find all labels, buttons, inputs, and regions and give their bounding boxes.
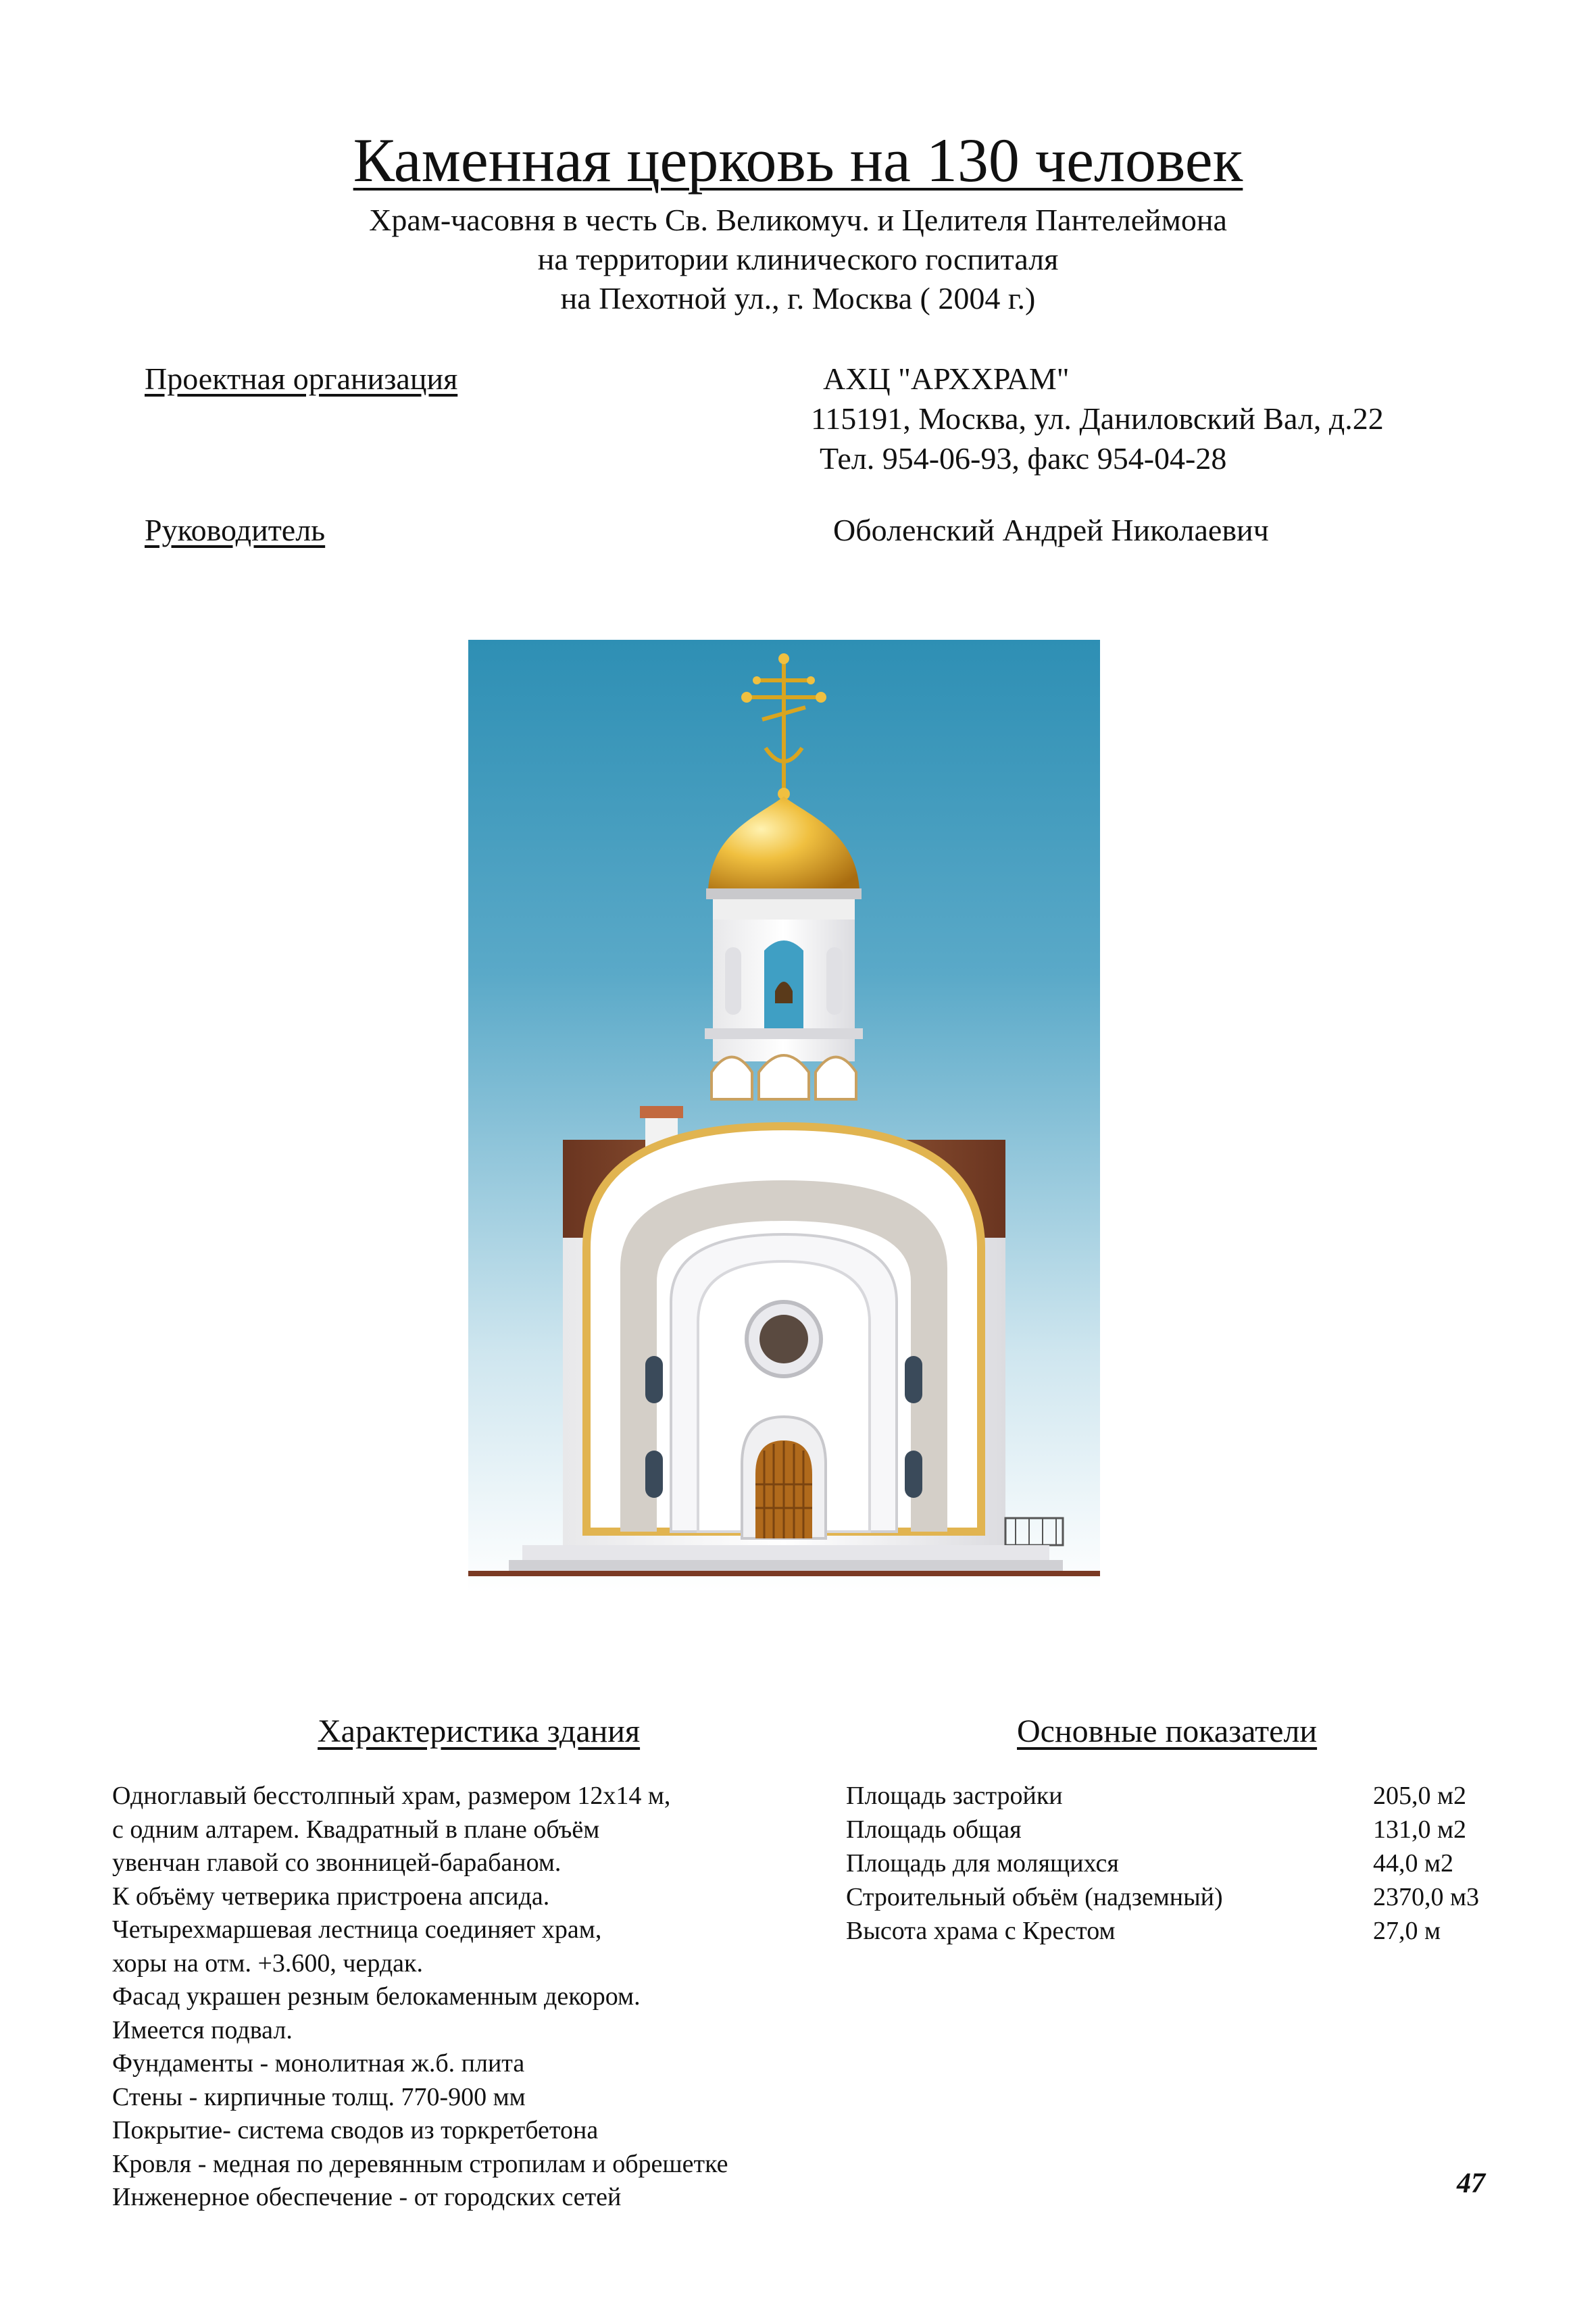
characteristics-line: увенчан главой со звонницей-барабаном.: [112, 1848, 562, 1877]
characteristics-line: Стены - кирпичные толщ. 770-900 мм: [112, 2082, 526, 2111]
subtitle-line: Храм-часовня в честь Св. Великомуч. и Целителя Пантелеймона: [369, 203, 1227, 237]
indicators-heading: Основные показатели: [1017, 1713, 1318, 1749]
leader-label: Руководитель: [145, 513, 326, 547]
characteristics-line: Четырехмаршевая лестница соединяет храм,: [112, 1915, 602, 1944]
characteristics-line: Покрытие- система сводов из торкретбетона: [112, 2116, 599, 2144]
organization-name: АХЦ "АРХХРАМ": [823, 361, 1070, 396]
characteristics-line: хоры на отм. +3.600, чердак.: [112, 1948, 424, 1978]
page-title: Каменная церковь на 130 человек: [353, 126, 1243, 195]
indicator-row: [846, 1779, 1522, 1813]
characteristics-line: Фасад украшен резным белокаменным декором.: [112, 1982, 641, 2011]
indicator-value: 2370,0 м3: [1373, 1883, 1480, 1911]
characteristics-list: [112, 1780, 728, 2215]
page-number: 47: [1457, 2168, 1485, 2199]
indicator-row: [846, 1846, 1522, 1880]
characteristics-heading: Характеристика здания: [318, 1713, 641, 1749]
church-facade-drawing-icon: [468, 640, 1100, 1592]
indicator-value: 27,0 м: [1373, 1917, 1441, 1945]
indicator-name: Высота храма с Крестом: [846, 1917, 1116, 1945]
indicator-value: 44,0 м2: [1373, 1849, 1454, 1878]
organization-label: Проектная организация: [145, 361, 458, 396]
characteristics-line: Имеется подвал.: [112, 2015, 293, 2044]
leader-name: Оболенский Андрей Николаевич: [833, 513, 1269, 547]
subtitle-line: на Пехотной ул., г. Москва ( 2004 г.): [560, 281, 1036, 316]
characteristics-line: с одним алтарем. Квадратный в плане объём: [112, 1815, 600, 1844]
indicator-name: Площадь общая: [846, 1815, 1022, 1844]
organization-phone: Тел. 954-06-93, факс 954-04-28: [820, 441, 1227, 476]
characteristics-line: Одноглавый бесстолпный храм, размером 12х14 м,: [112, 1782, 671, 1810]
indicator-value: 205,0 м2: [1373, 1782, 1467, 1810]
characteristics-line: Фундаменты - монолитная ж.б. плита: [112, 2049, 525, 2078]
characteristics-line: Кровля - медная по деревянным стропилам и обрешетке: [112, 2149, 728, 2178]
subtitle-line: на территории клинического госпиталя: [537, 242, 1059, 276]
indicator-name: Строительный объём (надземный): [846, 1883, 1223, 1911]
indicator-name: Площадь для молящихся: [846, 1849, 1119, 1878]
indicator-row: [846, 1880, 1522, 1914]
indicator-value: 131,0 м2: [1373, 1815, 1467, 1844]
organization-address: 115191, Москва, ул. Даниловский Вал, д.22: [811, 401, 1384, 436]
characteristics-line: К объёму четверика пристроена апсида.: [112, 1882, 550, 1911]
indicator-row: [846, 1813, 1522, 1846]
indicator-row: [846, 1914, 1522, 1948]
indicator-name: Площадь застройки: [846, 1782, 1063, 1810]
characteristics-line: Инженерное обеспечение - от городских сетей: [112, 2183, 622, 2211]
